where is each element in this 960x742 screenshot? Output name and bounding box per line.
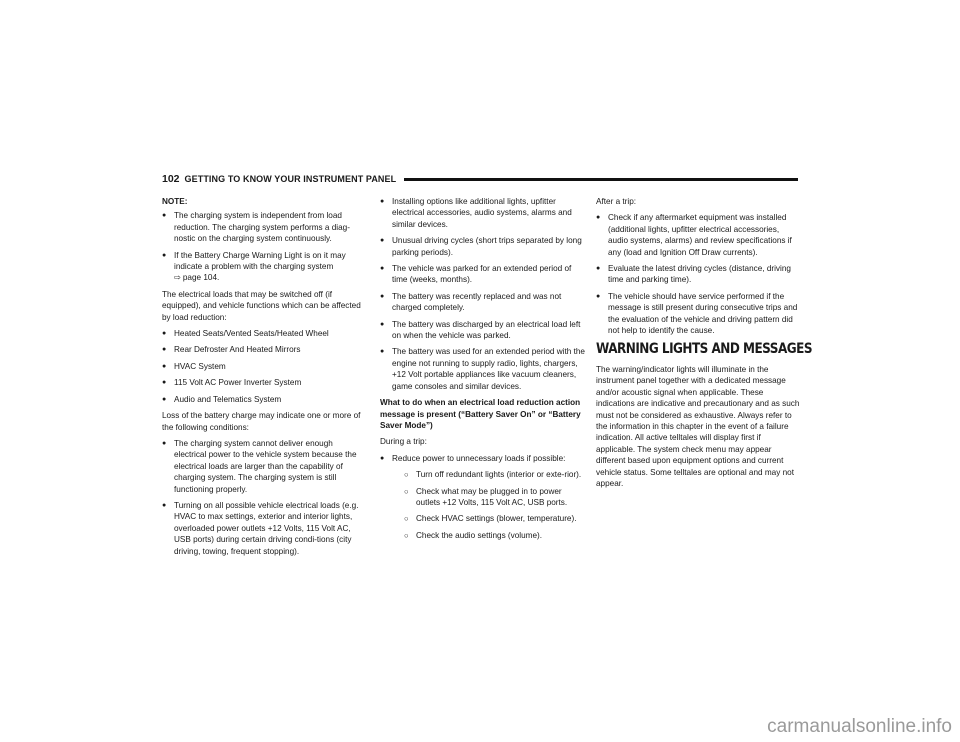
- bullet-icon: ●: [380, 265, 385, 273]
- loads-intro: The electrical loads that may be switched off (if equipped), and vehicle functions which can be affected by load reduction:: [162, 289, 361, 322]
- list-item: ● Reduce power to unnecessary loads if possible: ○ Turn off redundant lights (interior or exte-rior). ○ Check what may be plugged in to power outlets +12 Volts, 115 Volt AC, USB ports. ○ Check HVAC settings (blower, temperature). ○ Check the audio settings (volume).: [380, 453, 585, 541]
- list-item: ● Audio and Telematics System: [162, 394, 282, 404]
- list-item: ● HVAC System: [162, 361, 226, 371]
- list-item: ● The battery was used for an extended period with the engine not running to supply radio, lights, chargers, +12 Volt portable appliances like vacuum cleaners, game consoles and similar devices.: [380, 347, 585, 391]
- sub-bullet-icon: ○: [404, 530, 409, 540]
- bullet-icon: ●: [162, 439, 167, 447]
- list-item: ● Heated Seats/Vented Seats/Heated Wheel: [162, 329, 329, 339]
- header-rule: [404, 178, 798, 181]
- after-trip-label: After a trip:: [596, 197, 637, 206]
- note-list: [162, 210, 367, 283]
- bullet-icon: ●: [380, 198, 385, 205]
- sub-list-item: ○ Turn off redundant lights (interior or exte-rior).: [404, 470, 582, 480]
- list-item: ● Rear Defroster And Heated Mirrors: [162, 345, 301, 355]
- bullet-icon: ●: [380, 454, 385, 462]
- page-number: 102: [162, 173, 180, 185]
- bullet-icon: ●: [596, 292, 601, 300]
- column-2: [380, 196, 585, 546]
- sub-list-item: ○ Check the audio settings (volume).: [404, 530, 543, 540]
- during-trip-list: [380, 453, 585, 541]
- during-trip-label: During a trip:: [380, 437, 427, 447]
- list-item: ● The charging system cannot deliver enough electrical power to the vehicle system because the electrical loads are larger than the capability of charging system. The charging system is still functioning properly.: [162, 438, 357, 494]
- bullet-icon: ●: [162, 395, 167, 403]
- page-ref-link[interactable]: page 104.: [182, 273, 220, 283]
- warning-lights-body: The warning/indicator lights will illuminate in the instrument panel together with a dedicated message and/or acoustic signal when applicable. These indications are indicative and precautionary and as such must not be considered as exhaustive. Always refer to the information in this chapter in the event of a failure indication. All active telltales will display first if applicable. The system check menu may appear different based upon equipment options and current vehicle status. Some telltales are optional and may not appear.: [596, 364, 800, 488]
- bullet-icon: ●: [380, 237, 385, 245]
- warning-lights-heading: WARNING LIGHTS AND MESSAGES: [596, 341, 812, 358]
- column-1: [162, 196, 367, 562]
- note-label: NOTE:: [162, 197, 188, 206]
- list-item: ● Check if any aftermarket equipment was installed (additional lights, upfitter electrical accessories, audio systems, alarms) and review specifications if any (load and Ignition Off Draw currents).: [596, 213, 792, 257]
- bullet-icon: ●: [162, 346, 167, 354]
- bullet-icon: ●: [162, 251, 167, 259]
- bullet-icon: ●: [162, 212, 167, 220]
- sub-list-item: ○ Check HVAC settings (blower, temperature).: [404, 514, 577, 524]
- list-item: ● Turning on all possible vehicle electrical loads (e.g. HVAC to max settings, exterior and interior lights, overloaded power outlets +12 Volts, 115 Volt AC, USB ports) during certain driving condi-tions (city driving, towing, frequent stopping).: [162, 500, 359, 556]
- list-item: ● The battery was discharged by an electrical load left on when the vehicle was parked.: [380, 319, 581, 341]
- bullet-icon: ●: [162, 362, 167, 370]
- sub-list: [392, 469, 585, 541]
- bullet-icon: ●: [162, 330, 167, 338]
- sub-bullet-icon: ○: [404, 486, 409, 496]
- bullet-icon: ●: [380, 320, 385, 328]
- sub-list-item: ○ Check what may be plugged in to power outlets +12 Volts, 115 Volt AC, USB ports.: [404, 486, 568, 507]
- conditions-list-continued: [380, 196, 585, 392]
- bullet-icon: ●: [380, 348, 385, 356]
- list-item: ● The charging system is independent from load reduction. The charging system performs a diag-nostic on the charging system continuously.: [162, 211, 350, 244]
- list-item: ● The vehicle was parked for an extended period of time (weeks, months).: [380, 264, 572, 285]
- loads-list: [162, 328, 367, 405]
- list-item: ● 115 Volt AC Power Inverter System: [162, 378, 302, 388]
- conditions-list: [162, 438, 367, 557]
- bullet-icon: ●: [162, 501, 167, 509]
- sub-bullet-icon: ○: [404, 514, 409, 524]
- what-to-do-heading: What to do when an electrical load reduction action message is present (“Battery Saver On” or “Battery Saver Mode”): [380, 398, 581, 430]
- sub-bullet-icon: ○: [404, 470, 409, 480]
- bullet-icon: ●: [162, 379, 167, 387]
- bullet-icon: ●: [596, 265, 601, 273]
- watermark: carmanualsonline.info: [767, 716, 952, 737]
- bullet-icon: ●: [380, 292, 385, 300]
- list-item: ● If the Battery Charge Warning Light is on it may indicate a problem with the charging system ⇨ page 104.: [162, 250, 346, 283]
- bullet-icon: ●: [596, 214, 601, 222]
- list-item: ● The battery was recently replaced and was not charged completely.: [380, 291, 562, 313]
- list-item: ● The vehicle should have service performed if the message is still present during consecutive trips and the evaluation of the vehicle and driving pattern did not help to identify the cause.: [596, 291, 798, 336]
- loss-intro: Loss of the battery charge may indicate one or more of the following conditions:: [162, 411, 361, 432]
- list-item: ● Unusual driving cycles (short trips separated by long parking periods).: [380, 236, 582, 257]
- list-item: ● Evaluate the latest driving cycles (distance, driving time and parking time).: [596, 264, 791, 285]
- after-trip-list: [596, 212, 801, 336]
- section-title: GETTING TO KNOW YOUR INSTRUMENT PANEL: [184, 174, 397, 184]
- page-header: [162, 172, 798, 186]
- page-ref-arrow-icon: ⇨: [174, 273, 181, 283]
- list-item: ● Installing options like additional lights, upfitter electrical accessories, audio systems, alarms and similar devices.: [380, 197, 572, 229]
- column-3: [596, 196, 812, 494]
